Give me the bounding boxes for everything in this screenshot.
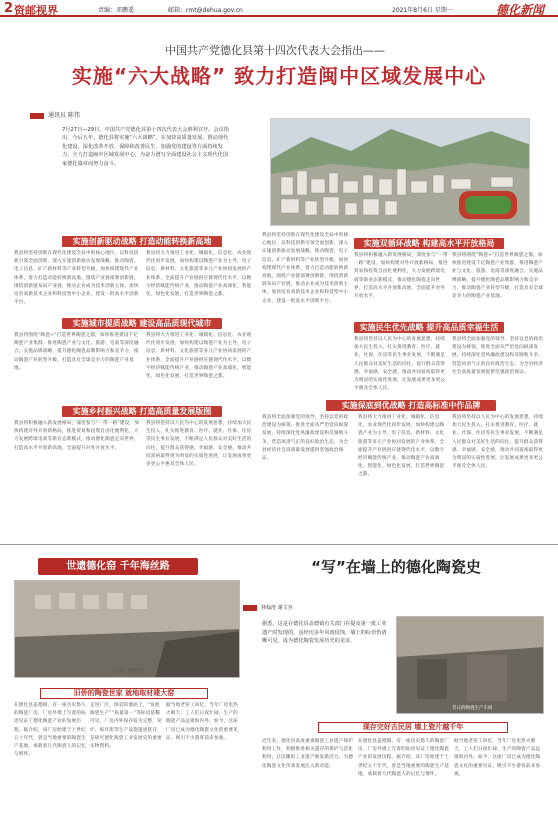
divider [0, 544, 558, 545]
byline: 通讯员 陈伟 [30, 110, 80, 119]
body-text-10: 我县将坚持以人民为中心的发展思想，持续加大民生投入，扎实推进教育、医疗、就业、社保、住房等民生事业发展，不断满足人民群众对美好生活的向往，提升群众获得感、幸福感、安全感，推动共同富裕取得更为明显的实质性进展，让发展成果更多更公平惠及全体人民。 [354, 337, 446, 392]
lower-text-3: 据当地老窑工回忆，当年厂房里热火朝天，工人们日夜忙碌，生产的陶瓷产品远销海内外。如今，这座厂房已成为德化陶瓷文化的重要见证，吸引不少游客前来参观。 [166, 703, 238, 741]
body-text-8: 我县将积极融入新发展格局，深度参与“一带一路”建设，加快构建对外开放新格局，推进贸易和投资自由化便利化，大力发展跨境电商等新业态新模式，推动德化陶瓷走向世界，打造高水平开放新高地，全面提升对外开放水平。 [354, 253, 448, 300]
section-header-brand: 实施保底到优战略 打造高标准中作品牌 [326, 400, 496, 411]
section-header-innovation: 实施创新驱动战略 打造动能转换新高地 [62, 236, 222, 247]
brand-logo: 德化新闻 [496, 3, 545, 17]
lower-byline: 林翰澄 谢文容 [243, 604, 293, 611]
lead-paragraph: 7月27日—29日，中国共产党德化县第十四次代表大会胜利召开。会议指出，今后五年，德化县将实施“六大战略”，在加快高质量发展、推动现代化建设、深化改革开放、保障和改善民生、加强党的建设等方面持续发力，全力打造闽中区域发展中心，为奋力谱写全面建设社会主义现代化国家德化篇章而努力奋斗。 [62, 127, 229, 167]
body-text-1: 我县将坚持创新在现代化建设全局中的核心地位，以科技创新引领全面创新，深入实施创新驱动发展战略，推动陶瓷、电子信息、矿产新材料等产业转型升级，加快构建现代产业体系，着力打造动能转换新高地。围绕产业链部署创新链，围绕创新链布局产业链，推动企业成为技术创新主体，加快培育高新技术企业和科技型中小企业，建设一批高水平创新平台。 [14, 251, 139, 306]
lower-text-1: 在德化县盖德镇，有一座历史悠久的陶瓷厂房，厂房外墙上写着的标语见证了德化陶瓷产业的发展历程。据介绍，该厂房始建于上世纪五十年代，曾是当地重要的陶瓷生产基地，承载着几代陶瓷人的记忆与情怀。 [14, 703, 86, 758]
section-header-livelihood: 实施民生优先战略 提升高品质幸福生活 [354, 322, 504, 333]
body-text-9: 我县将围绕“陶瓷+”打造世界陶瓷之都，加快推进建设千亿陶瓷产业集群，推进陶瓷产业与文化、旅游、电商等深度融合，实施品牌战略，提升德化陶瓷品牌影响力和竞争力，推动陶瓷产业转型升级，打造具有全球竞争力的陶瓷产业基地。 [452, 253, 544, 300]
series-label: 世遗德化窑 千年海丝路 [38, 558, 198, 575]
body-text-12: 我县将全面加强党的领导，坚持以党的政治建设为统领，推进全面从严治党向纵深发展，持续深化党风廉政建设和反腐败斗争，营造风清气正的良好政治生态，为全县经济社会高质量发展提供坚强政治保证。 [262, 415, 349, 462]
date: 2021年8月6日 星期一 [392, 7, 453, 14]
lower-lead: 据悉，这是在德化县盖德镇有关部门在提及第一批工业遗产时发现的，虽经历多年风雨侵蚀，墙上的标语仍清晰可见，成为德化陶瓷发展历史的见证。 [262, 621, 387, 645]
body-text-14: 我县将坚持以人民为中心的发展思想，持续加大民生投入，扎实推进教育、医疗、就业、社保、住房等民生事业发展，不断满足人民群众对美好生活的向往，提升群众获得感、幸福感、安全感，推动共同富裕取得更为明显的实质性进展，让发展成果更多更公平惠及全体人民。 [452, 415, 544, 470]
workshop-photo [396, 616, 544, 714]
email: 邮箱：rmt@dehua.gov.cn [168, 7, 243, 14]
body-text-7: 我县将坚持创新在现代化建设全局中的核心地位，以科技创新引领全面创新，深入实施创新驱动发展战略，推动陶瓷、电子信息、矿产新材料等产业转型升级，加快构建现代产业体系，着力打造动能转换新高地。围绕产业链部署创新链，围绕创新链布局产业链，推动企业成为技术创新主体，加快培育高新技术企业和科技型中小企业，建设一批高水平创新平台。 [262, 233, 349, 304]
lower-text-2: 走进厂区，斑驳的墙面上，“发展陶瓷生产”“质量第一”等标语依稀可见，厂房内外保存较为完整，窑炉、晾坯架等生产设施遗迹犹存，是研究德化陶瓷工业发展史的重要实物资料。 [90, 703, 162, 750]
section-name: 资邮视界 [14, 4, 58, 17]
subtitle-1: 旧侨的陶瓷世家 就地取材建大窑 [40, 688, 208, 699]
lower-text-6: 据当地老窑工回忆，当年厂房里热火朝天，工人们日夜忙碌，生产的陶瓷产品远销海内外。如今，这座厂房已成为德化陶瓷文化的重要见证，吸引不少游客前来参观。 [454, 739, 541, 777]
page-title: 实施“六大战略” 致力打造闽中区域发展中心 [71, 64, 487, 88]
subtitle-2: 现存完好古民居 墙上瓷片越千年 [318, 722, 508, 733]
body-text-5: 我县将积极融入新发展格局，深度参与“一带一路”建设，加快构建对外开放新格局，推进贸易和投资自由化便利化，大力发展跨境电商等新业态新模式，推动德化陶瓷走向世界，打造高水平开放新高地，全面提升对外开放水平。 [14, 421, 140, 451]
lower-text-4: 近年来，德化县高度重视陶瓷工业遗产保护利用工作，积极推进相关遗存的保护与活化利用，让沉睡的工业遗产焕发新活力，为德化陶瓷文化传承发展注入新动能。 [262, 739, 354, 769]
photo-caption-1: 写在墙上的陶瓷史 [110, 669, 146, 674]
lower-text-5: 在德化县盖德镇，有一座历史悠久的陶瓷厂房，厂房外墙上写着的标语见证了德化陶瓷产业的发展历程。据介绍，该厂房始建于上世纪五十年代，曾是当地重要的陶瓷生产基地，承载着几代陶瓷人的记忆与情怀。 [358, 739, 450, 777]
lower-headline: “写”在墙上的德化陶瓷史 [311, 558, 481, 576]
editor: 责编：邓鹏遥 [98, 7, 135, 14]
body-text-3: 我县将围绕“陶瓷+”打造世界陶瓷之都，加快推进建设千亿陶瓷产业集群，推进陶瓷产业与文化、旅游、电商等深度融合，实施品牌战略，提升德化陶瓷品牌影响力和竞争力，推动陶瓷产业转型升级，打造具有全球竞争力的陶瓷产业基地。 [14, 333, 139, 371]
section-header-rural: 实施乡村振兴战略 打造高质量发展版图 [62, 406, 222, 417]
body-text-13: 我县将大力推进工业化、城镇化、信息化、农业现代化同步发展，加快构建以陶瓷产业为主导，电子信息、新材料、文化旅游等多元产业协同发展的产业体系，全面提升产业链供应链现代化水平，以数字经济赋能传统产业，推动陶瓷产业高端化、智能化、绿色化发展，打造世界陶瓷之都。 [358, 415, 445, 478]
body-text-11: 我县将全面加强党的领导，坚持以党的政治建设为统领，推进全面从严治党向纵深发展，持续深化党风廉政建设和反腐败斗争，营造风清气正的良好政治生态，为全县经济社会高质量发展提供坚强政治保证。 [452, 337, 544, 375]
city-aerial-photo [270, 118, 530, 226]
kicker: 中国共产党德化县第十四次代表大会指出—— [165, 44, 385, 57]
page-number: 2 [4, 1, 14, 16]
section-header-opening: 实施双循环战略 构建高水平开放格局 [354, 238, 504, 249]
body-text-2: 我县将大力推进工业化、城镇化、信息化、农业现代化同步发展，加快构建以陶瓷产业为主导，电子信息、新材料、文化旅游等多元产业协同发展的产业体系，全面提升产业链供应链现代化水平，以数字经济赋能传统产业，推动陶瓷产业高端化、智能化、绿色化发展，打造世界陶瓷之都。 [146, 251, 252, 298]
masthead [0, 0, 558, 17]
section-header-city: 实施城市提质战略 建设高品质现代城市 [62, 318, 222, 329]
body-text-6: 我县将坚持以人民为中心的发展思想，持续加大民生投入，扎实推进教育、医疗、就业、社保、住房等民生事业发展，不断满足人民群众对美好生活的向往，提升群众获得感、幸福感、安全感，推动共同富裕取得更为明显的实质性进展，让发展成果更多更公平惠及全体人民。 [146, 421, 252, 468]
body-text-4: 我县将大力推进工业化、城镇化、信息化、农业现代化同步发展，加快构建以陶瓷产业为主导，电子信息、新材料、文化旅游等多元产业协同发展的产业体系，全面提升产业链供应链现代化水平，以数字经济赋能传统产业，推动陶瓷产业高端化、智能化、绿色化发展，打造世界陶瓷之都。 [146, 333, 252, 380]
wall-slogan-photo [14, 580, 240, 678]
photo-caption-2: 昔日的陶瓷生产车间 [452, 706, 493, 711]
